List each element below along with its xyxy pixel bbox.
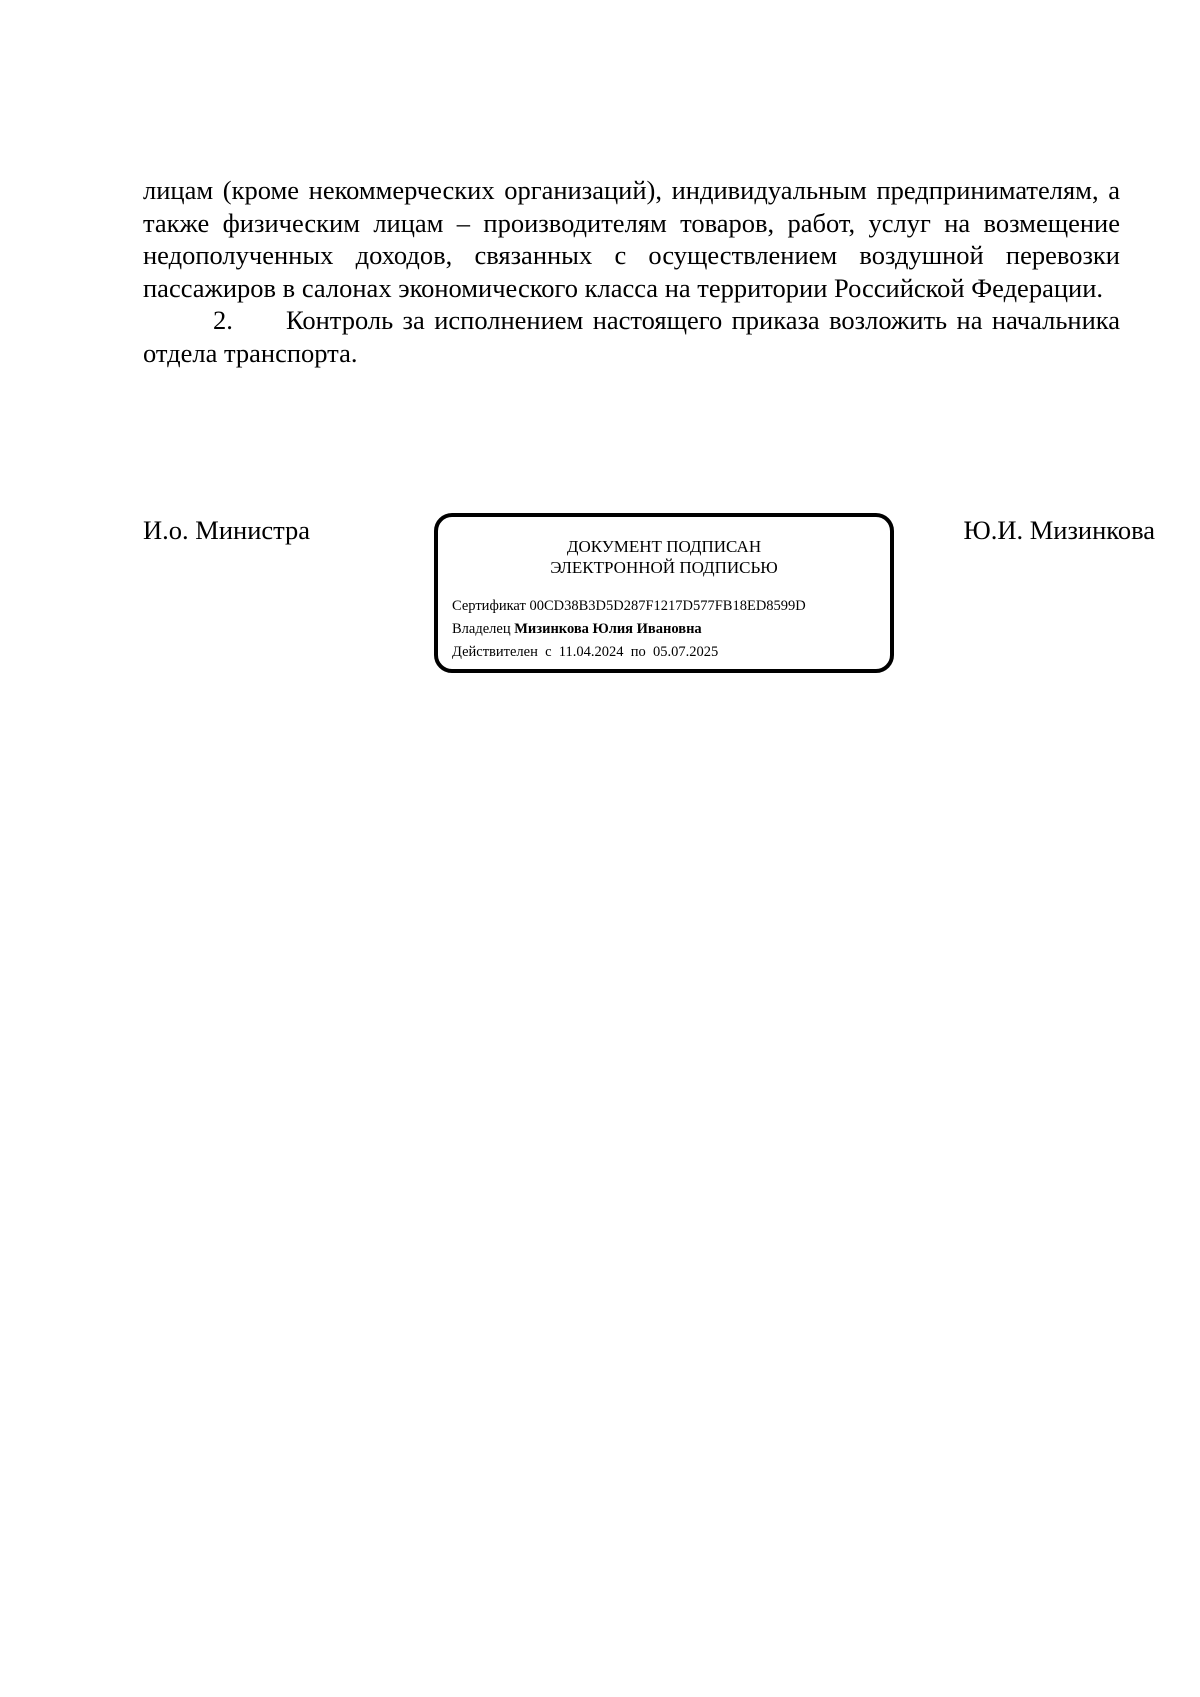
stamp-title-line-1: ДОКУМЕНТ ПОДПИСАН	[566, 537, 762, 556]
stamp-owner-value: Мизинкова Юлия Ивановна	[514, 621, 702, 637]
stamp-validity-row	[452, 641, 806, 664]
stamp-valid-from: 11.04.2024	[558, 644, 624, 660]
document-body	[143, 174, 1120, 369]
stamp-owner-row	[452, 618, 806, 641]
stamp-certificate-value: 00CD38B3D5D287F1217D577FB18ED8599D	[529, 598, 806, 614]
signer-name: Ю.И. Мизинкова	[963, 515, 1155, 545]
stamp-valid-label: Действителен	[452, 644, 538, 660]
stamp-title	[438, 536, 890, 578]
signer-role: И.о. Министра	[143, 515, 311, 545]
stamp-title-line-2: ЭЛЕКТРОННОЙ ПОДПИСЬЮ	[550, 558, 778, 577]
stamp-valid-from-label: с	[545, 644, 552, 660]
stamp-valid-to-label: по	[630, 644, 646, 660]
paragraph-2-number: 2.	[213, 305, 233, 335]
electronic-signature-stamp	[434, 513, 894, 673]
stamp-details	[452, 595, 806, 664]
stamp-certificate-row	[452, 595, 806, 618]
stamp-owner-label: Владелец	[452, 621, 511, 637]
paragraph-2-text: Контроль за исполнением настоящего приказа возложить на начальника отдела транспорта.	[143, 305, 1120, 368]
stamp-valid-to: 05.07.2025	[653, 644, 719, 660]
paragraph-2	[143, 304, 1120, 369]
stamp-certificate-label: Сертификат	[452, 598, 526, 614]
paragraph-continuation: лицам (кроме некоммерческих организаций), индивидуальным предпринимателям, а также физическим лицам – производителям товаров, работ, услуг на возмещение недополученных доходов, связанных с осуществлением воздушной перевозки пассажиров в салонах экономического класса на территории Российской Федерации.	[143, 175, 1120, 303]
